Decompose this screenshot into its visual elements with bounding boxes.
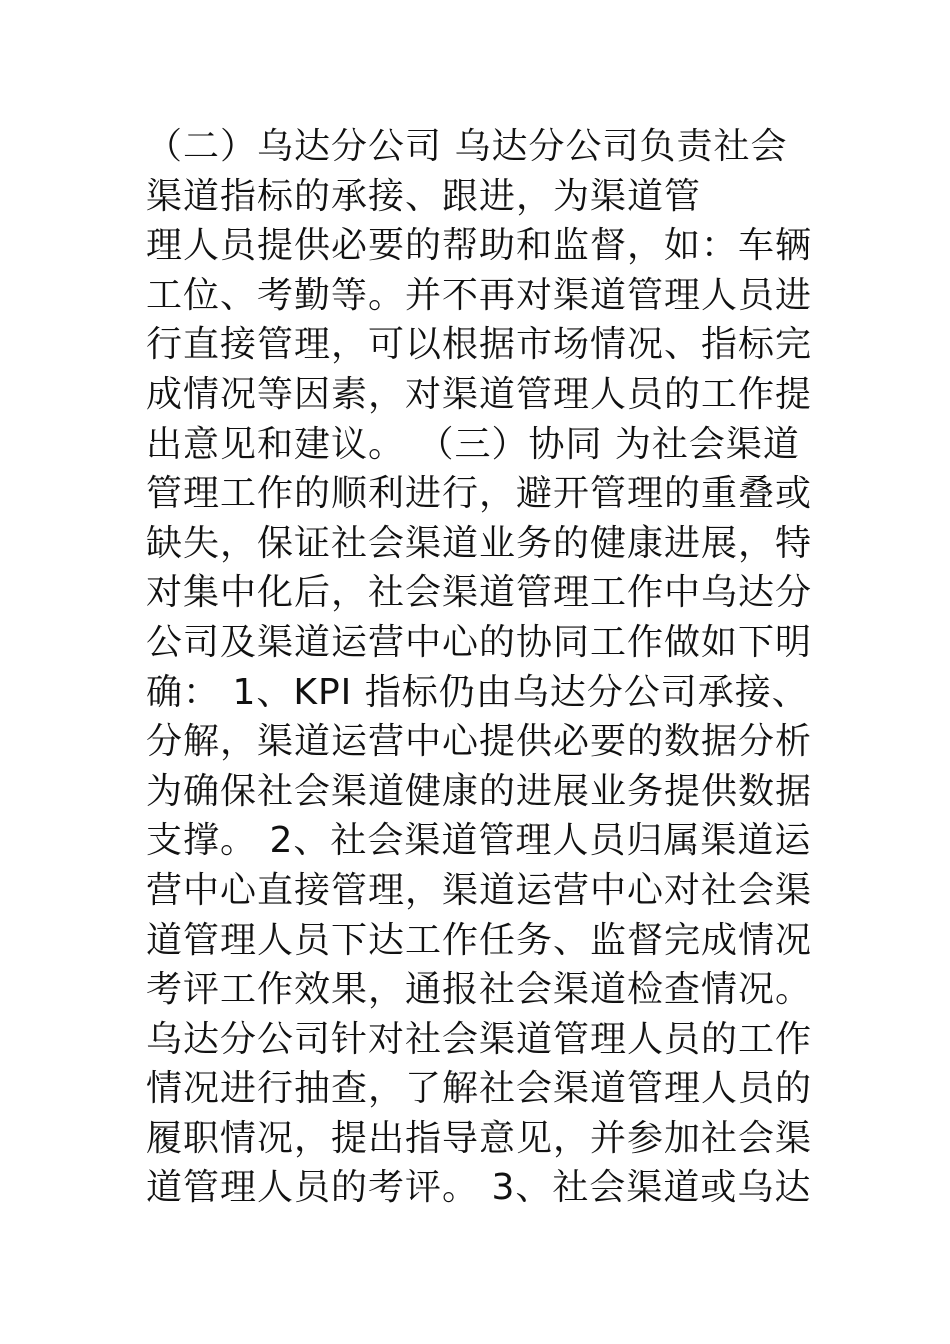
text-line: 公司及渠道运营中心的协同工作做如下明 — [146, 621, 813, 663]
text-line: 工位、考勤等。并不再对渠道管理人员进 — [146, 274, 813, 316]
text-line: 渠道指标的承接、跟进，为渠道管 — [146, 175, 702, 217]
text-line: 行直接管理，可以根据市场情况、指标完 — [146, 324, 813, 366]
text-line: 为确保社会渠道健康的进展业务提供数据 — [146, 770, 813, 812]
text-line: 乌达分公司针对社会渠道管理人员的工作 — [146, 1018, 813, 1060]
text-line: （二）乌达分公司 乌达分公司负责社会 — [146, 126, 788, 167]
text-line: 管理工作的顺利进行，避开管理的重叠或 — [146, 473, 813, 515]
text-line: 成情况等因素，对渠道管理人员的工作提 — [146, 373, 813, 415]
text-line: 对集中化后，社会渠道管理工作中乌达分 — [146, 572, 813, 614]
text-line: 道管理人员的考评。 3、社会渠道或乌达 — [146, 1167, 812, 1209]
text-line: 支撑。 2、社会渠道管理人员归属渠道运 — [146, 820, 812, 862]
text-line: 确： 1、KPI 指标仍由乌达分公司承接、 — [146, 671, 809, 713]
text-line: 考评工作效果，通报社会渠道检查情况。 — [146, 969, 813, 1011]
text-line: 缺失，保证社会渠道业务的健康进展，特 — [146, 522, 813, 564]
text-line: 分解，渠道运营中心提供必要的数据分析 — [146, 721, 813, 763]
body-text — [146, 122, 816, 1213]
text-line: 出意见和建议。 （三）协同 为社会渠道 — [146, 423, 800, 465]
text-line: 营中心直接管理，渠道运营中心对社会渠 — [146, 869, 813, 911]
text-line: 道管理人员下达工作任务、监督完成情况 — [146, 919, 813, 961]
text-line: 履职情况，提出指导意见，并参加社会渠 — [146, 1117, 813, 1159]
text-line: 情况进行抽查，了解社会渠道管理人员的 — [146, 1068, 813, 1110]
text-line: 理人员提供必要的帮助和监督，如：车辆 — [146, 225, 813, 267]
